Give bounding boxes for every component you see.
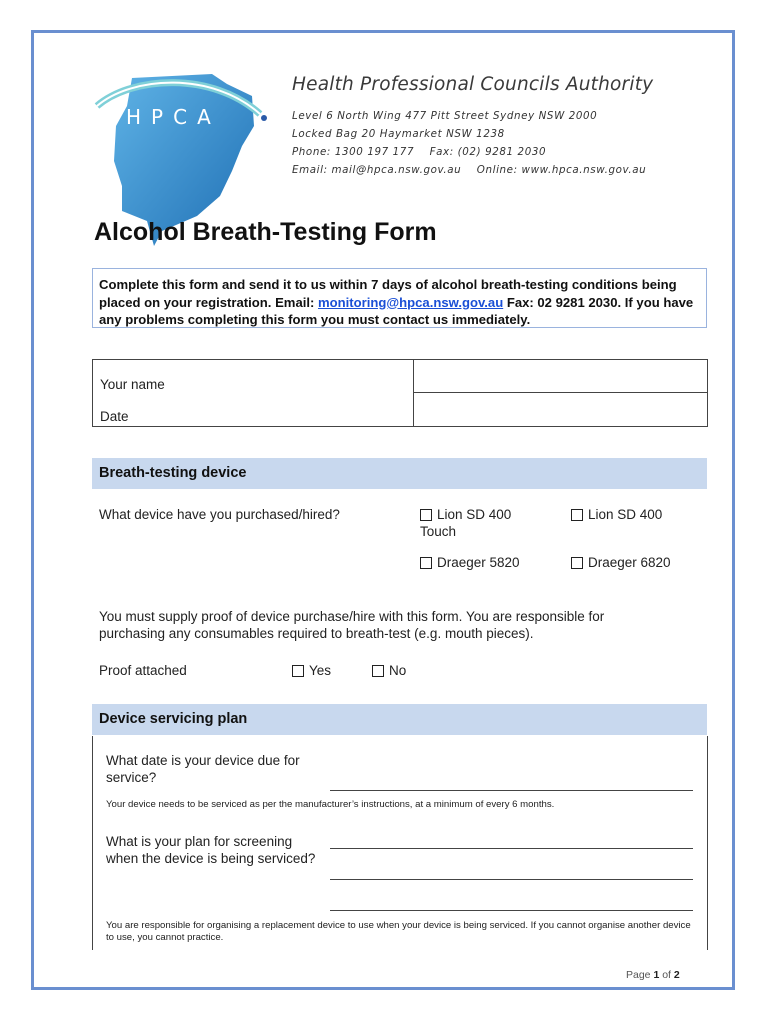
- option-lion-sd400[interactable]: [571, 506, 662, 523]
- org-email-online: Email: mail@hpca.nsw.gov.au Online: www.hpca.nsw.gov.au: [292, 164, 647, 176]
- plan-note: You are responsible for organising a replacement device to use when your device is being serviced. If you cannot organise another device to use, you cannot practice.: [106, 920, 691, 943]
- plan-answer-line-1[interactable]: [330, 848, 693, 849]
- option-draeger-5820[interactable]: [420, 554, 520, 571]
- due-date-question: What date is your device due for service?: [106, 753, 300, 785]
- email-link[interactable]: monitoring@hpca.nsw.gov.au: [318, 294, 504, 310]
- proof-label: Proof attached: [99, 663, 187, 678]
- page-current: 1: [653, 969, 660, 981]
- page-total: 2: [673, 969, 680, 981]
- plan-answer-line-2[interactable]: [330, 879, 693, 880]
- your-name-label: Your name: [100, 377, 165, 392]
- checkbox-icon[interactable]: [571, 509, 583, 521]
- details-table: [92, 359, 708, 427]
- servicing-section-heading: Device servicing plan: [92, 704, 707, 735]
- checkbox-icon[interactable]: [420, 557, 432, 569]
- intro-text-before: Complete this form and send it to us within 7 days of alcohol breath-testing conditions being placed on your registration. Email:: [99, 277, 677, 310]
- device-section-heading: Breath-testing device: [92, 458, 707, 489]
- proof-no-label: No: [389, 663, 407, 678]
- intro-box: [92, 268, 707, 328]
- device-question: What device have you purchased/hired?: [99, 507, 340, 522]
- org-phone-fax: Phone: 1300 197 177 Fax: (02) 9281 2030: [292, 146, 547, 158]
- option-label: Lion SD 400 Touch: [420, 507, 512, 539]
- option-label: Draeger 6820: [588, 555, 671, 570]
- option-label: Lion SD 400: [588, 507, 663, 522]
- checkbox-icon[interactable]: [571, 557, 583, 569]
- plan-answer-line-3[interactable]: [330, 910, 693, 911]
- proof-yes-label: Yes: [309, 663, 332, 678]
- intro-text-after: Fax: 02 9281 2030. If you have any problems completing this form you must contact us immediately.: [99, 294, 694, 327]
- org-address: Level 6 North Wing 477 Pitt Street Sydney NSW 2000: [292, 110, 598, 122]
- logo-text: HPCA: [126, 105, 221, 129]
- option-draeger-6820[interactable]: [571, 554, 671, 571]
- your-name-field[interactable]: [414, 360, 707, 392]
- option-lion-sd400-touch[interactable]: [420, 506, 540, 540]
- of-label: of: [662, 969, 671, 981]
- checkbox-icon[interactable]: [292, 665, 304, 677]
- checkbox-icon[interactable]: [420, 509, 432, 521]
- proof-no-option[interactable]: [372, 662, 406, 679]
- org-header: [292, 74, 653, 179]
- page-number: [626, 969, 680, 981]
- org-postal: Locked Bag 20 Haymarket NSW 1238: [292, 128, 505, 140]
- date-field[interactable]: [414, 393, 707, 426]
- checkbox-icon[interactable]: [372, 665, 384, 677]
- date-label: Date: [100, 409, 129, 424]
- proof-yes-option[interactable]: [292, 662, 331, 679]
- due-date-note: Your device needs to be serviced as per the manufacturer’s instructions, at a minimum of every 6 months.: [106, 799, 555, 810]
- due-date-answer-line[interactable]: [330, 790, 693, 791]
- org-name: Health Professional Councils Authority: [292, 74, 654, 95]
- form-title: Alcohol Breath-Testing Form: [94, 218, 437, 246]
- option-label: Draeger 5820: [437, 555, 520, 570]
- page-label: Page: [626, 969, 651, 981]
- plan-question: What is your plan for screening when the device is being serviced?: [106, 834, 316, 866]
- proof-note: You must supply proof of device purchase/hire with this form. You are responsible for purchasing any consumables required to breath-test (e.g. mouth pieces).: [99, 609, 605, 641]
